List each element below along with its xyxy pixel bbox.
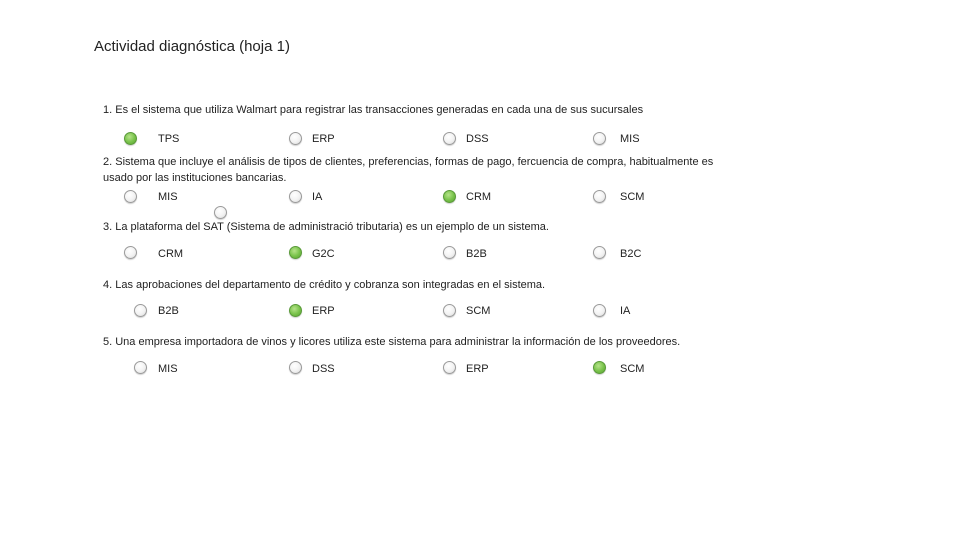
- question-2-option-1-label: MIS: [158, 191, 178, 203]
- question-5-text: 5. Una empresa importadora de vinos y licores utiliza este sistema para administrar la información de los proveedores.: [103, 336, 681, 348]
- question-4-option-2-label: ERP: [312, 305, 335, 317]
- question-4-option-4-label: IA: [620, 305, 631, 317]
- question-1-option-3-radio[interactable]: [443, 132, 456, 145]
- question-2-option-2-radio[interactable]: [289, 190, 302, 203]
- question-2-option-1-radio[interactable]: [124, 190, 137, 203]
- question-5-option-4-label: SCM: [620, 363, 645, 375]
- question-2-option-3-radio[interactable]: [443, 190, 456, 203]
- question-3-option-3-radio[interactable]: [443, 246, 456, 259]
- question-4-option-1-radio[interactable]: [134, 304, 147, 317]
- question-5-option-1-label: MIS: [158, 363, 178, 375]
- question-2-option-4-label: SCM: [620, 191, 645, 203]
- question-1-option-3-label: DSS: [466, 133, 489, 145]
- question-5-option-4-radio[interactable]: [593, 361, 606, 374]
- question-5-option-1-radio[interactable]: [134, 361, 147, 374]
- question-4-option-1-label: B2B: [158, 305, 179, 317]
- question-5-option-3-radio[interactable]: [443, 361, 456, 374]
- question-3-text: 3. La plataforma del SAT (Sistema de administració tributaria) es un ejemplo de un sistema.: [103, 221, 549, 233]
- question-3-option-2-label: G2C: [312, 248, 335, 260]
- question-3-option-1-label: CRM: [158, 248, 184, 260]
- question-5-option-2-label: DSS: [312, 363, 335, 375]
- question-5-option-3-label: ERP: [466, 363, 489, 375]
- question-4-option-2-radio[interactable]: [289, 304, 302, 317]
- question-1-option-4-radio[interactable]: [593, 132, 606, 145]
- question-3-option-4-label: B2C: [620, 248, 642, 260]
- question-3-option-4-radio[interactable]: [593, 246, 606, 259]
- question-1-option-4-label: MIS: [620, 133, 640, 145]
- page-title: Actividad diagnóstica (hoja 1): [94, 38, 290, 55]
- question-1-text: 1. Es el sistema que utiliza Walmart para registrar las transacciones generadas en cada una de sus sucursales: [103, 104, 644, 116]
- question-4-option-3-label: SCM: [466, 305, 491, 317]
- question-2-option-3-label: CRM: [466, 191, 492, 203]
- question-1-option-1-radio[interactable]: [124, 132, 137, 145]
- question-4-text: 4. Las aprobaciones del departamento de crédito y cobranza son integradas en el sistema.: [103, 279, 546, 291]
- question-4-option-3-radio[interactable]: [443, 304, 456, 317]
- question-1-option-2-radio[interactable]: [289, 132, 302, 145]
- question-2-option-2-label: IA: [312, 191, 323, 203]
- question-4-option-4-radio[interactable]: [593, 304, 606, 317]
- question-3-option-3-label: B2B: [466, 248, 487, 260]
- question-3-option-2-radio[interactable]: [289, 246, 302, 259]
- question-3-option-1-radio[interactable]: [124, 246, 137, 259]
- question-2-text: 2. Sistema que incluye el análisis de tipos de clientes, preferencias, formas de pago, fercuencia de compra, habitualmente es usado por las instituciones bancarias.: [103, 156, 714, 184]
- stray-radio[interactable]: [214, 206, 227, 219]
- question-2-option-4-radio[interactable]: [593, 190, 606, 203]
- question-1-option-2-label: ERP: [312, 133, 335, 145]
- question-1-option-1-label: TPS: [158, 133, 180, 145]
- question-5-option-2-radio[interactable]: [289, 361, 302, 374]
